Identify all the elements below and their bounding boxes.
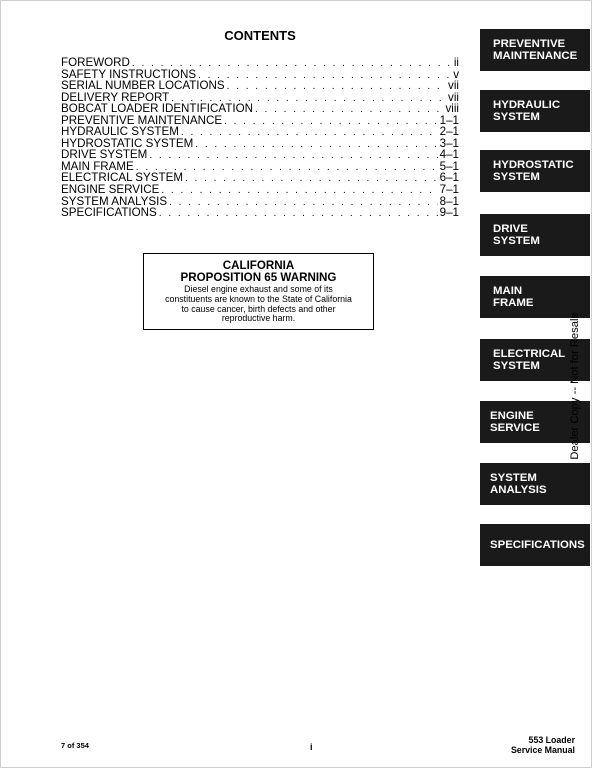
tab-label: HYDROSTATIC bbox=[493, 159, 574, 171]
toc-page: vii bbox=[448, 90, 459, 104]
tab-label: ANALYSIS bbox=[490, 484, 547, 496]
toc-label: MAIN FRAME bbox=[61, 159, 134, 173]
toc-label: DELIVERY REPORT bbox=[61, 90, 170, 104]
manual-title-line: Service Manual bbox=[510, 745, 575, 755]
page-title: CONTENTS bbox=[224, 28, 296, 43]
tab-hydrostatic-system[interactable] bbox=[480, 150, 590, 192]
tab-label: FRAME bbox=[493, 297, 534, 309]
toc-leader bbox=[181, 127, 438, 139]
tab-label: SYSTEM bbox=[493, 235, 540, 247]
page-number: i bbox=[310, 742, 313, 752]
toc-leader bbox=[159, 208, 438, 220]
toc-entry[interactable] bbox=[61, 184, 459, 196]
toc-page: 3–1 bbox=[439, 136, 459, 150]
tab-label: ELECTRICAL bbox=[493, 348, 566, 360]
warning-text-line: constituents are known to the State of California bbox=[165, 293, 352, 304]
toc-label: DRIVE SYSTEM bbox=[61, 148, 148, 162]
warning-text-line: to cause cancer, birth defects and other bbox=[181, 303, 336, 314]
tab-label: SYSTEM bbox=[493, 360, 540, 372]
toc-label: FOREWORD bbox=[61, 56, 130, 69]
tab-label: DRIVE bbox=[493, 223, 528, 235]
toc-entry[interactable] bbox=[61, 103, 459, 115]
toc-page: 8–1 bbox=[439, 194, 459, 208]
warning-title: CALIFORNIA bbox=[222, 259, 295, 272]
toc-label: HYDROSTATIC SYSTEM bbox=[61, 136, 194, 150]
toc-entry[interactable] bbox=[61, 80, 459, 92]
toc-entry[interactable] bbox=[61, 57, 459, 69]
tab-label: SERVICE bbox=[490, 422, 540, 434]
toc-leader bbox=[161, 185, 437, 197]
toc-label: ENGINE SERVICE bbox=[61, 183, 160, 197]
toc-leader bbox=[195, 139, 437, 151]
tab-label: MAINTENANCE bbox=[493, 50, 578, 62]
manual-title-line: 553 Loader bbox=[528, 735, 575, 745]
tab-preventive-maintenance[interactable] bbox=[480, 29, 590, 71]
tab-label: ENGINE bbox=[490, 410, 534, 422]
watermark: Dealer Copy -- Not for Resale bbox=[569, 312, 581, 460]
tab-label: SYSTEM bbox=[490, 472, 537, 484]
toc-label: SPECIFICATIONS bbox=[61, 206, 157, 220]
warning-text bbox=[144, 285, 373, 324]
toc-leader bbox=[198, 70, 451, 82]
warning-title: PROPOSITION 65 WARNING bbox=[180, 271, 337, 284]
tab-label: PREVENTIVE bbox=[493, 38, 566, 50]
toc-leader bbox=[224, 116, 438, 128]
toc-page: vii bbox=[448, 79, 459, 93]
table-of-contents bbox=[61, 57, 459, 219]
tab-label: SYSTEM bbox=[493, 171, 540, 183]
warning-text-line: Diesel engine exhaust and some of its bbox=[184, 284, 333, 294]
toc-page: 6–1 bbox=[439, 171, 459, 185]
tab-label: HYDRAULIC bbox=[493, 99, 561, 111]
toc-label: SYSTEM ANALYSIS bbox=[61, 194, 168, 208]
tab-label: SPECIFICATIONS bbox=[490, 539, 585, 551]
toc-label: SERIAL NUMBER LOCATIONS bbox=[61, 79, 225, 93]
page-count: 7 of 354 bbox=[61, 741, 89, 750]
tab-hydraulic-system[interactable] bbox=[480, 90, 590, 132]
toc-page: 2–1 bbox=[439, 125, 459, 139]
toc-leader bbox=[255, 104, 444, 116]
toc-label: ELECTRICAL SYSTEM bbox=[61, 171, 183, 185]
tab-drive-system[interactable] bbox=[480, 214, 590, 256]
prop65-warning-box bbox=[143, 253, 374, 330]
tab-label: SYSTEM bbox=[493, 111, 540, 123]
toc-label: PREVENTIVE MAINTENANCE bbox=[61, 113, 223, 127]
toc-entry[interactable] bbox=[61, 207, 459, 219]
warning-text-line: reproductive harm. bbox=[221, 313, 296, 324]
toc-page: v bbox=[453, 67, 459, 81]
toc-page: ii bbox=[453, 56, 459, 69]
toc-label: SAFETY INSTRUCTIONS bbox=[61, 67, 197, 81]
toc-page: 7–1 bbox=[439, 183, 459, 197]
manual-title bbox=[511, 735, 575, 755]
toc-leader bbox=[185, 173, 438, 185]
tab-specifications[interactable] bbox=[480, 524, 590, 566]
toc-leader bbox=[227, 81, 446, 93]
toc-leader bbox=[169, 197, 438, 209]
toc-label: BOBCAT LOADER IDENTIFICATION bbox=[61, 102, 253, 116]
toc-label: HYDRAULIC SYSTEM bbox=[61, 125, 179, 139]
toc-page: 1–1 bbox=[439, 113, 459, 127]
tab-system-analysis[interactable] bbox=[480, 463, 590, 505]
tab-label: MAIN bbox=[493, 285, 523, 297]
toc-page: 4–1 bbox=[439, 148, 459, 162]
toc-page: viii bbox=[445, 102, 459, 116]
toc-page: 5–1 bbox=[439, 159, 459, 173]
toc-leader bbox=[149, 150, 437, 162]
toc-page: 9–1 bbox=[439, 206, 459, 220]
